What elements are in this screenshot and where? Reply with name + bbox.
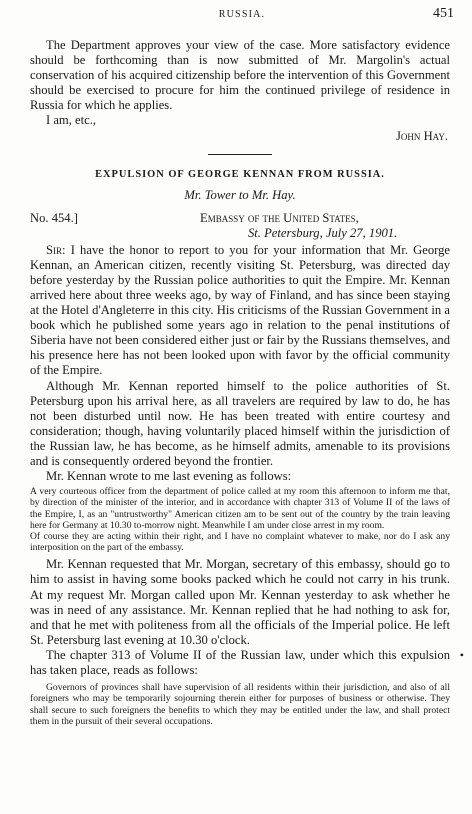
dispatch-origin: Embassy of the United States, xyxy=(200,210,359,225)
margin-mark: • xyxy=(459,647,464,662)
page-header xyxy=(30,6,454,22)
correspondents-line: Mr. Tower to Mr. Hay. xyxy=(184,187,296,202)
page-number: 451 xyxy=(433,6,454,21)
signature: John Hay. xyxy=(396,128,448,143)
letter-paragraph-1-text: I have the honor to report to you for your information that Mr. George Kennan, an American citizen, recently visiting St. Petersburg, was directed day before yesterday by the Russian police authorities to quit the Empire. Mr. Kennan arrived here about three weeks ago, by way of Finland, and has since been staying at the Hotel d'Angleterre in this city. His criticisms of the Russian Government in a book which he published some years ago in relation to the penal institutions of Siberia have not been considered either just or fair by the Russians themselves, and his presence here has not been looked upon with favor by the official community of the Empire. xyxy=(30,242,450,378)
page-body xyxy=(30,38,464,727)
letter-paragraph-2: Although Mr. Kennan reported himself to the police authorities of St. Petersburg upon his arrival here, as all travelers are required by law to do, he has not been disturbed until now. He has been treated with entire courtesy and consideration; though, having voluntarily placed himself within the jurisdiction of the Russian law, he has become, as he himself admits, amenable to its provisions and is consequently ordered beyond the frontier. xyxy=(30,378,450,468)
intro-paragraph: The Department approves your view of the case. More satisfactory evidence should be forthcoming than is now submitted of Mr. Margolin's actual conservation of his acquired citizenship before the intervention of this Government should be exercised to procure for him the continued privilege of residence in Russia for which he applies. xyxy=(30,38,450,113)
dispatch-number: No. 454.] xyxy=(30,210,78,225)
quoted-law: Governors of provinces shall have supervision of all residents within their jurisdiction, and also of all foreigners who may be temporarily sojourning therein either for purposes of business or otherwise. They shall secure to such foreigners the benefits to which they may be entitled under the law, and shall protect them in the pursuit of their several occupations. xyxy=(30,682,450,727)
dispatch-date: St. Petersburg, July 27, 1901. xyxy=(248,225,398,240)
letter-paragraph-1 xyxy=(30,243,450,379)
dispatch-heading xyxy=(30,211,450,243)
running-head: RUSSIA. xyxy=(218,9,266,20)
quoted-letter-2: Of course they are acting within their right, and I have no complaint whatever to make, nor do I ask any interposition on the part of the embassy. xyxy=(30,530,450,554)
letter-paragraph-4: Mr. Kennan requested that Mr. Morgan, secretary of this embassy, should go to him to assist in having some books packed which he could not carry in his trunk. At my request Mr. Morgan called upon Mr. Kennan yesterday to ask whether he was in need of any assistance. Mr. Kennan replied that he had nothing to ask for, and that he met with politeness from all the officials of the Imperial police. He left St. Petersburg last evening at 10.30 o'clock. xyxy=(30,557,450,647)
closing-line: I am, etc., xyxy=(46,113,96,128)
letter-paragraph-3: Mr. Kennan wrote to me last evening as follows: xyxy=(46,469,292,484)
section-title: EXPULSION OF GEORGE KENNAN FROM RUSSIA. xyxy=(95,168,385,180)
quoted-letter-1: A very courteous officer from the department of police called at my room this afternoon to inform me that, by direction of the minister of the interior, and in accordance with chapter 313 of Volume II of the laws of the Empire, I, as an "untrustworthy" American citizen am to be sent out of the country by the train leaving here for Germany at 10.30 to-morrow night. Meanwhile I am under close arrest in my room. xyxy=(30,486,450,531)
letter-paragraph-5 xyxy=(30,647,464,678)
section-divider xyxy=(208,154,272,155)
letter-paragraph-5-text: The chapter 313 of Volume II of the Russian law, under which this expulsion has taken place, reads as follows: xyxy=(30,647,450,678)
salutation: Sir: xyxy=(46,242,66,257)
